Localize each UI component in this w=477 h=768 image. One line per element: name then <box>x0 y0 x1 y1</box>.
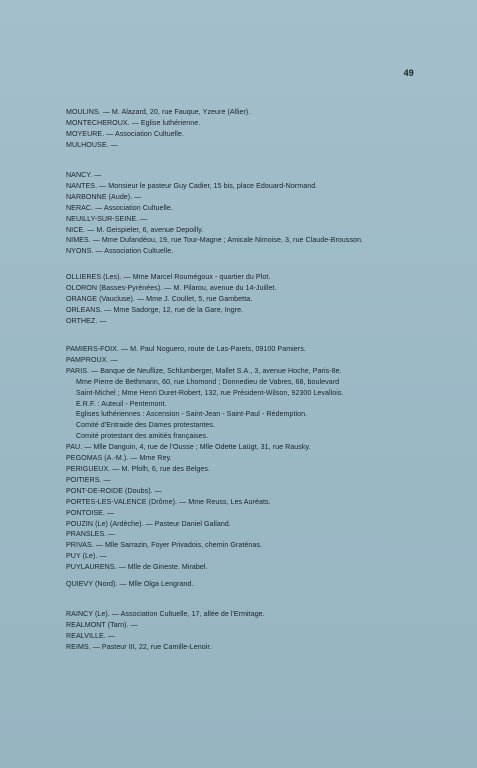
directory-entry: ORTHEZ. — <box>66 316 107 325</box>
page-number: 49 <box>403 68 414 78</box>
directory-entry: QUIEVY (Nord). — Mlle Olga Lengrand. <box>66 580 194 588</box>
directory-entry: NIMES. — Mme Dufandéou, 19, rue Tour-Magne ; Amicale Nimoise, 3, rue Claude-Brousson. <box>66 236 364 245</box>
directory-entry: PRIVAS. — Mlle Sarrazin, Foyer Privadois, chemin Graténas. <box>66 541 262 550</box>
directory-entry: Eglises luthériennes : Ascension - Saint-Jean - Saint-Paul - Rédemption. <box>76 410 308 419</box>
directory-entry: MULHOUSE. — <box>66 140 118 149</box>
directory-entry: POITIERS. — <box>66 475 111 484</box>
directory-entry: PAU. — Mlle Danguin, 4, rue de l'Ousse ; Mlle Odette Laügt, 31, rue Rausky. <box>66 443 311 452</box>
directory-entry: NERAC. — Association Cultuelle. <box>66 203 173 212</box>
directory-entry: PONTOISE. — <box>66 508 115 517</box>
section-q <box>66 579 406 590</box>
directory-entry: Mme Pierre de Bethmann, 60, rue Lhomond ; Donnedieu de Vabres, 68, boulevard <box>76 377 340 386</box>
section-o <box>66 272 406 327</box>
directory-entry: Comité protestant des amitiés françaises. <box>76 432 209 441</box>
directory-entry: PONT-DE-ROIDE (Doubs). — <box>66 486 162 495</box>
directory-entry: E.R.F. : Auteuil - Pentemont. <box>76 399 167 408</box>
directory-entry: MOULINS. — M. Alazard, 20, rue Fauque, Yzeure (Allier). <box>66 108 251 116</box>
directory-entry: PAMPROUX. — <box>66 355 118 364</box>
section-r <box>66 609 406 653</box>
directory-entry: MONTECHEROUX. — Eglise luthérienne. <box>66 118 201 127</box>
section-m <box>66 107 406 151</box>
directory-entry: PRANSLES. — <box>66 530 116 539</box>
directory-entry: NARBONNE (Aude). — <box>66 192 142 201</box>
directory-entry: PEGOMAS (A.-M.). — Mme Rey. <box>66 454 172 463</box>
directory-entry: PERIGUEUX. — M. Pfolh, 6, rue des Belges. <box>66 464 210 473</box>
directory-entry: POUZIN (Le) (Ardèche). — Pasteur Daniel Galland. <box>66 519 231 528</box>
directory-entry: ORANGE (Vaucluse). — Mme J. Coullet, 5, rue Gambetta. <box>66 294 253 303</box>
directory-entry: OLORON (Basses-Pyrénées). — M. Pilarou, avenue du 14-Juillet. <box>66 283 277 292</box>
directory-entry: PUY (Le). — <box>66 552 107 561</box>
section-p <box>66 344 406 573</box>
section-n <box>66 170 406 257</box>
directory-entry: PORTES-LES-VALENCE (Drôme). — Mme Reuss, Les Auréats. <box>66 497 271 506</box>
directory-entry: PUYLAURENS. — Mlle de Gineste. Mirabel. <box>66 563 208 572</box>
directory-entry: NANTES. — Monsieur le pasteur Guy Cadier, 15 bis, place Edouard-Normand. <box>66 181 318 190</box>
directory-entry: NANCY. — <box>66 171 102 179</box>
directory-entry: NICE. — M. Geispieler, 6, avenue Depoilly. <box>66 225 204 234</box>
directory-entry: REALMONT (Tarn). — <box>66 620 138 629</box>
directory-entry: Comité d'Entraide des Dames protestantes. <box>76 421 216 430</box>
directory-entry: NYONS. — Association Cultuelle. <box>66 247 174 256</box>
directory-entry: RAINCY (Le). — Association Cultuelle, 17, allée de l'Ermitage. <box>66 610 265 618</box>
directory-entry: MOYEURE. — Association Cultuelle. <box>66 129 184 138</box>
directory-entry: NEUILLY-SUR-SEINE. — <box>66 214 148 223</box>
directory-entry: REALVILLE. — <box>66 631 115 640</box>
directory-entry: REIMS. — Pasteur III, 22, rue Camille-Lenoir. <box>66 642 212 651</box>
directory-entry: OLLIERES (Les). — Mme Marcel Roumégoux - quartier du Plot. <box>66 273 271 281</box>
directory-entry: PAMIERS-FOIX. — M. Paul Noguero, route de Las-Parets, 09100 Pamiers. <box>66 345 306 353</box>
directory-entry: PARIS. — Banque de Neuflize, Schlumberger, Mallet S.A., 3, avenue Hoche, Paris-8e. <box>66 366 342 375</box>
directory-entry: ORLEANS. — Mme Sadorge, 12, rue de la Gare, Ingre. <box>66 305 244 314</box>
directory-entry: Saint-Michel ; Mme Henri Duret-Robert, 132, rue Président-Wilson, 92300 Levallois. <box>76 388 344 397</box>
